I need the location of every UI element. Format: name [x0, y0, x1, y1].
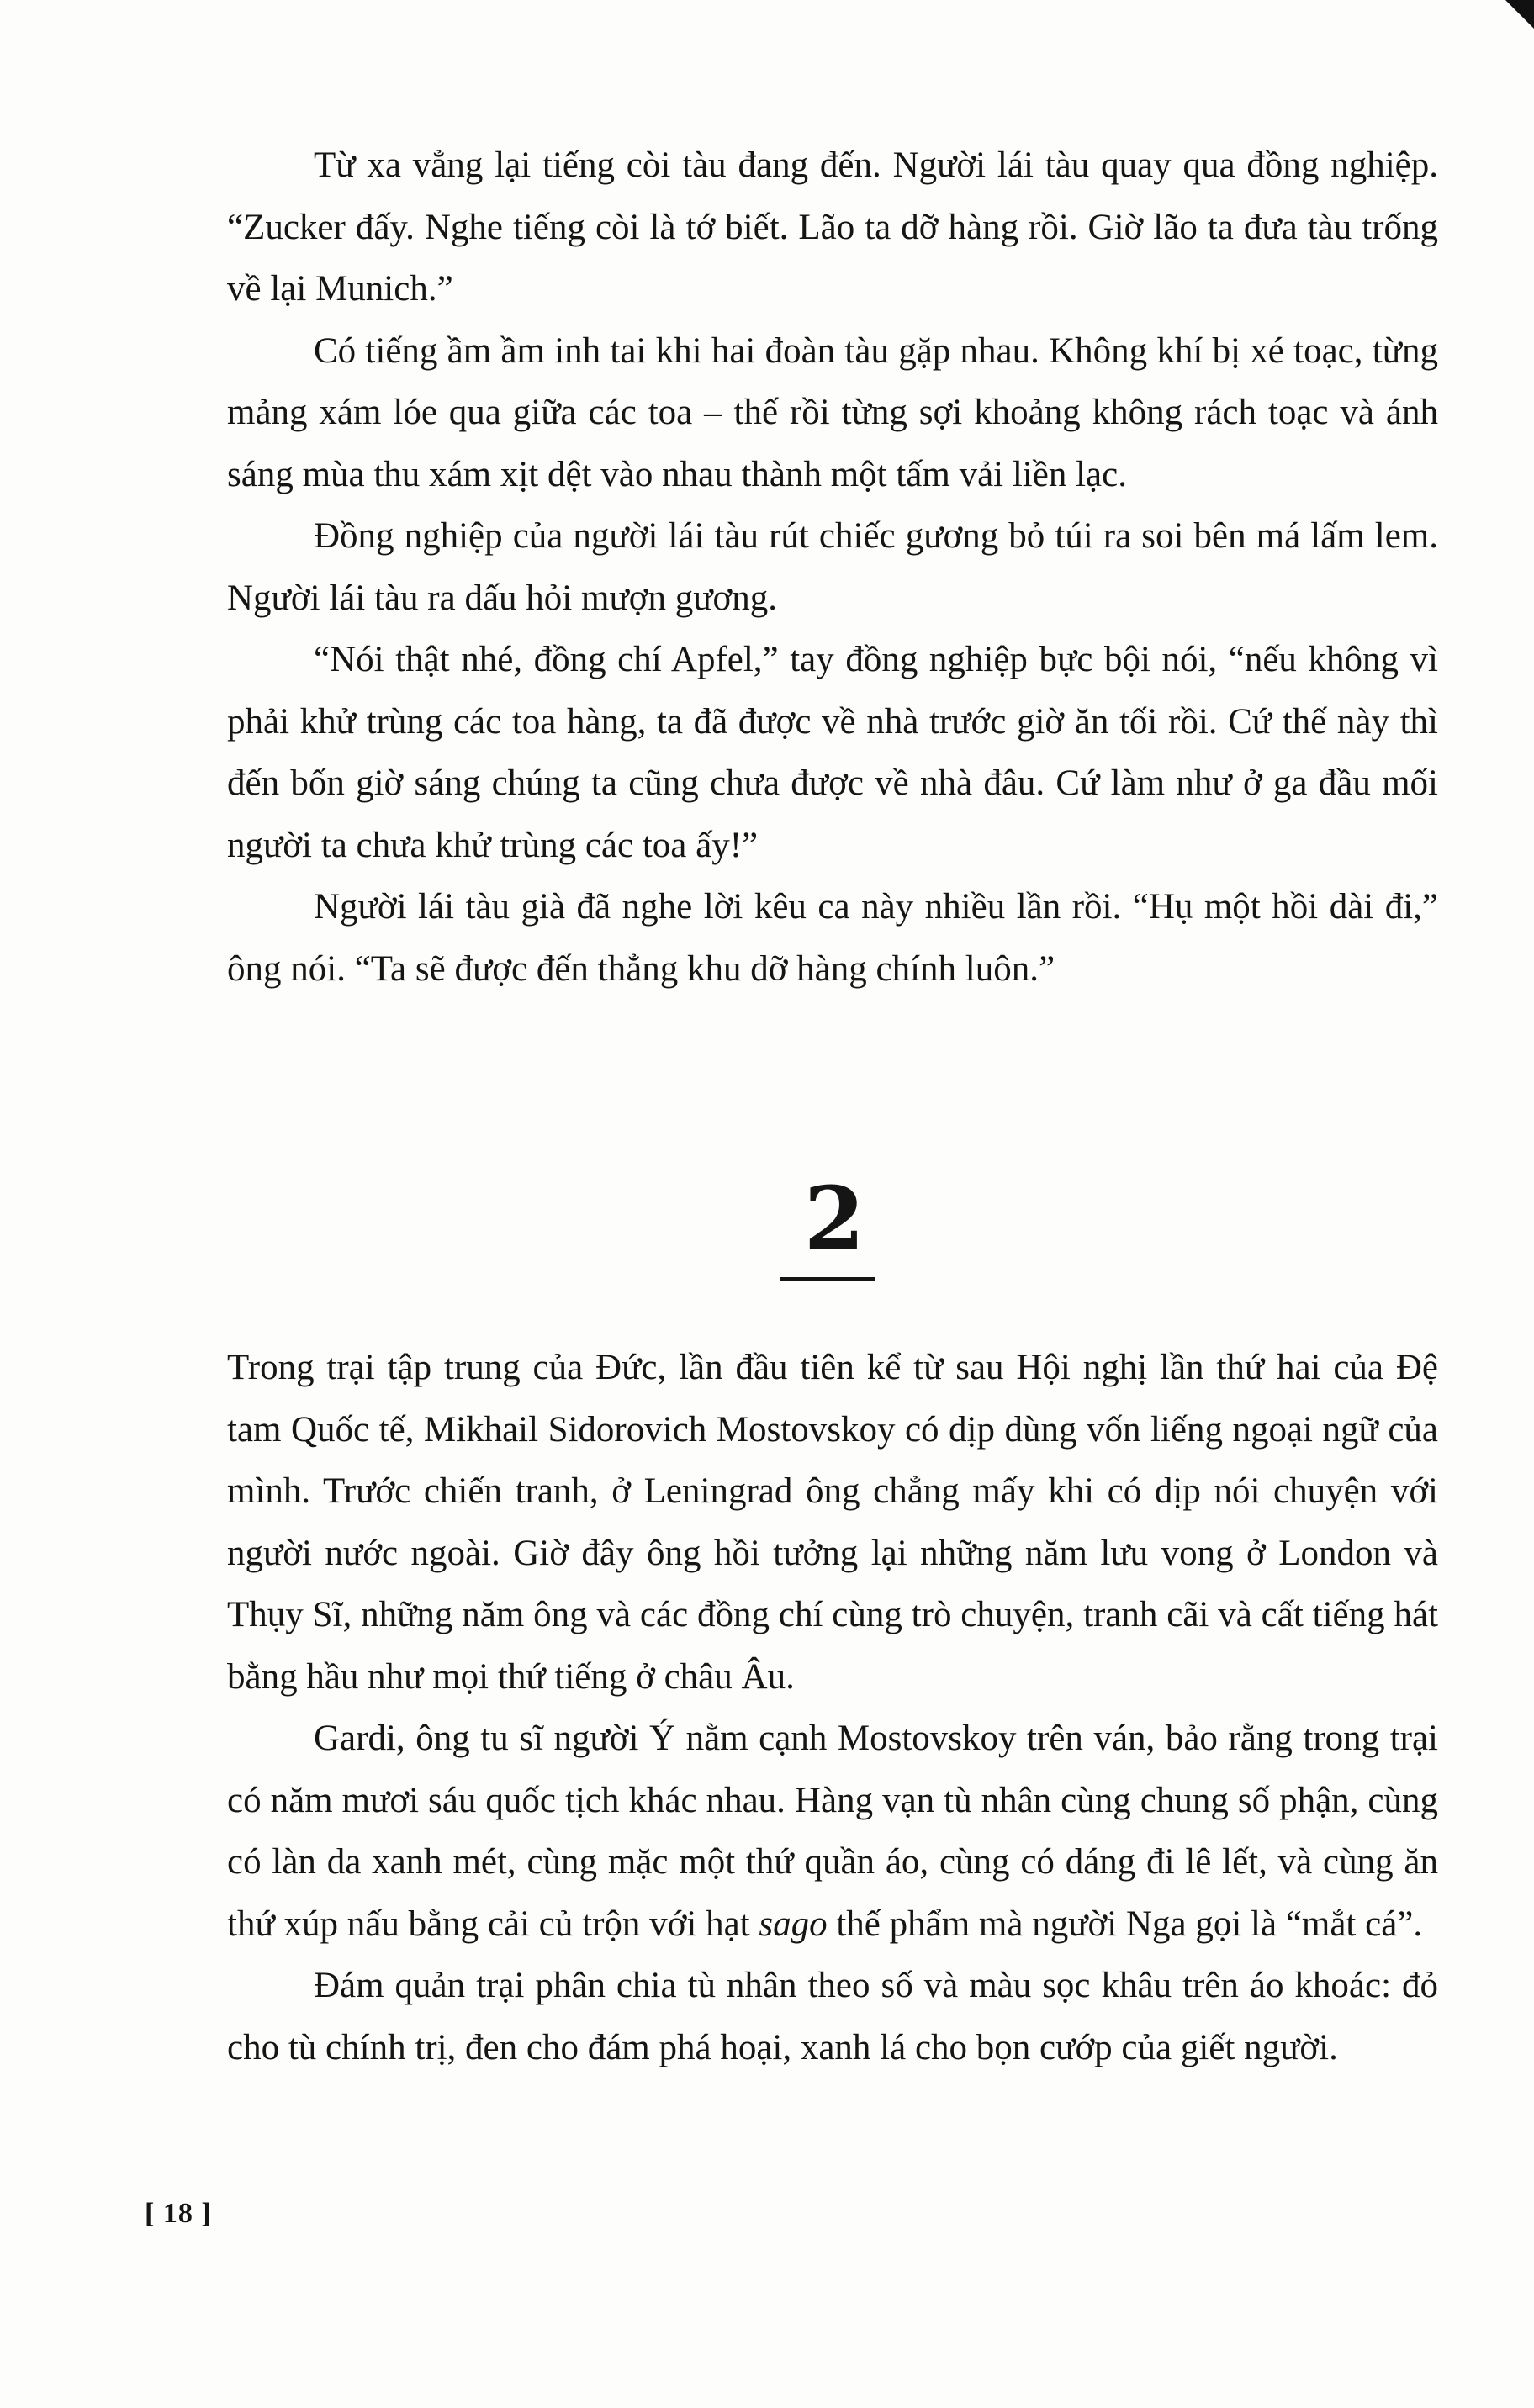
paragraph-prisoner-stripes: Đám quản trại phân chia tù nhân theo số và màu sọc khâu trên áo khoác: đỏ cho tù chính trị, đen cho đám phá hoại, xanh lá cho bọn cướp của giết người. — [227, 1966, 1438, 2067]
paragraph-apfel-complaint: “Nói thật nhé, đồng chí Apfel,” tay đồng nghiệp bực bội nói, “nếu không vì phải khử trùng các toa hàng, ta đã được về nhà trước giờ ăn tối rồi. Cứ thế này thì đến bốn giờ sáng chúng ta cũng chưa được về nhà đâu. Cứ làm như ở ga đầu mối người ta chưa khử trùng các toa ấy!” — [227, 640, 1438, 865]
page-number-value: 18 — [162, 2198, 193, 2229]
italic-word-sago: sago — [759, 1904, 828, 1944]
paragraph-gardi-text-start: Gardi, ông tu sĩ người Ý nằm cạnh Mostovskoy trên ván, bảo rằng trong trại có năm mươi sáu quốc tịch khác nhau. Hàng vạn tù nhân cùng chung số phận, cùng có làn da xanh mét, cùng mặc một thứ quần áo, cùng có dáng đi lê lết, và cùng ăn thứ xúp nấu bằng cải củ trộn với hạt — [227, 1719, 1438, 1944]
page-number-bracket-right: ] — [201, 2198, 212, 2229]
page-number — [145, 2193, 212, 2235]
paragraph-pocket-mirror: Đồng nghiệp của người lái tàu rút chiếc gương bỏ túi ra soi bên má lấm lem. Người lái tàu ra dấu hỏi mượn gương. — [227, 516, 1438, 618]
paragraph-train-whistle: Từ xa vẳng lại tiếng còi tàu đang đến. Người lái tàu quay qua đồng nghiệp. “Zucker đấy. Nghe tiếng còi là tớ biết. Lão ta dỡ hàng rồi. Giờ lão ta đưa tàu trống về lại Munich.” — [227, 145, 1438, 309]
chapter-number: 2 — [803, 1167, 865, 1270]
paragraph-gardi-nationalities — [227, 1708, 1438, 1955]
paragraph-trains-pass: Có tiếng ầm ầm inh tai khi hai đoàn tàu gặp nhau. Không khí bị xé toạc, từng mảng xám lóe qua giữa các toa – thế rồi từng sợi khoảng không rách toạc và ánh sáng mùa thu xám xịt dệt vào nhau thành một tấm vải liền lạc. — [227, 330, 1438, 494]
section-two-text — [227, 1337, 1438, 2078]
paragraph-mostovskoy-languages: Trong trại tập trung của Đức, lần đầu tiên kể từ sau Hội nghị lần thứ hai của Đệ tam Quốc tế, Mikhail Sidorovich Mostovskoy có dịp dùng vốn liếng ngoại ngữ của mình. Trước chiến tranh, ở Leningrad ông chẳng mấy khi có dịp nói chuyện với người nước ngoài. Giờ đây ông hồi tưởng lại những năm lưu vong ở London và Thụy Sĩ, những năm ông và các đồng chí cùng trò chuyện, tranh cãi và cất tiếng hát bằng hầu như mọi thứ tiếng ở châu Âu. — [227, 1348, 1438, 1697]
paragraph-gardi-text-end: thế phẩm mà người Nga gọi là “mắt cá”. — [827, 1904, 1423, 1944]
chapter-underline — [780, 1277, 875, 1281]
paragraph-long-whistle: Người lái tàu già đã nghe lời kêu ca này nhiều lần rồi. “Hụ một hồi dài đi,” ông nói. “Ta sẽ được đến thẳng khu dỡ hàng chính luôn.” — [227, 887, 1438, 989]
section-one-text — [227, 135, 1438, 1000]
chapter-heading — [0, 1169, 1534, 1270]
page-number-bracket-left: [ — [145, 2198, 156, 2229]
page-corner-shadow — [1505, 0, 1534, 29]
